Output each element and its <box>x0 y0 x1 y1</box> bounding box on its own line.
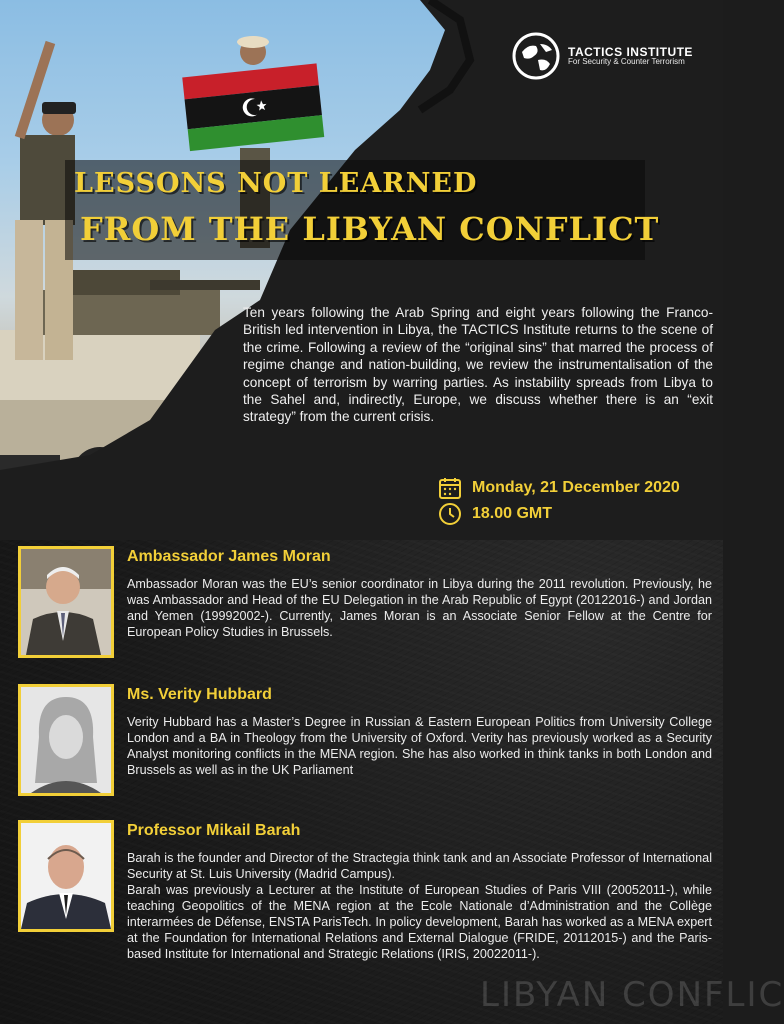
intro-paragraph: Ten years following the Arab Spring and eight years following the Franco-British led intervention in Libya, the TACTICS Institute returns to the scene of the crime. Following a review of the “original sins” that marred the process of regime change and nation-building, we review the instrumentalisation of the concept of terrorism by warring parties. As instability spreads from Libya to the Sahel and, indirectly, Europe, we discuss whether there is an “exit strategy” from the current crisis. <box>243 305 713 425</box>
logo-subtitle: For Security & Counter Terrorism <box>568 57 685 67</box>
speaker-photo-hubbard <box>18 684 114 796</box>
event-time <box>438 502 552 526</box>
event-date-text: Monday, 21 December 2020 <box>472 479 680 496</box>
event-time-text: 18.00 GMT <box>472 505 553 522</box>
portrait-moran <box>21 549 111 655</box>
speaker-bio-moran: Ambassador Moran was the EU’s senior coordinator in Libya during the 2011 revolution. Previously, he was Ambassador and Head of the EU Delegation in the Arab Republic of Egypt (20122016-) and Jordan and Yemen (19992002-). Currently, James Moran is an Associate Senior Fellow at the Centre for European Policy Studies in Brussels. <box>127 577 712 639</box>
speaker-name-hubbard: Ms. Verity Hubbard <box>127 686 272 703</box>
speaker-name-barah: Professor Mikail Barah <box>127 822 301 839</box>
watermark-text: LIBYAN CONFLIC <box>480 975 784 1015</box>
speaker-photo-moran <box>18 546 114 658</box>
speaker-bio-hubbard: Verity Hubbard has a Master’s Degree in Russian & Eastern European Politics from University College London and a BA in Theology from the University of Oxford. Verity has previously worked as a Security Analyst monitoring conflicts in the MENA region. She has also worked in think tanks in both London and Brussels as well as in the UK Parliament <box>127 715 712 777</box>
tactics-logo <box>510 26 710 86</box>
clock-icon <box>438 502 462 526</box>
speaker-bio-barah-1: Barah is the founder and Director of the Stractegia think tank and an Associate Professor of International Security at St. Luis University (Madrid Campus). <box>127 851 712 881</box>
speaker-photo-barah <box>18 820 114 932</box>
calendar-icon <box>438 476 462 500</box>
portrait-hubbard <box>21 687 111 793</box>
speaker-name-moran: Ambassador James Moran <box>127 548 331 565</box>
event-date <box>438 476 680 500</box>
title-line-2: FROM THE LIBYAN CONFLICT <box>80 210 660 248</box>
speaker-bio-barah-2: Barah was previously a Lecturer at the Institute of European Studies of Paris VIII (20052011-), while teaching Geopolitics of the MENA region at the Ecole Nationale d’Administration and the Collège interarmées de Défense, ENSTA ParisTech. In policy development, Barah has worked as a MENA expert at the Foundation for International Relations and External Dialogue (FRIDE, 20112015-) and the Paris-based Institute for International and Strategic Relations (IRIS, 20022011-). <box>127 883 712 961</box>
title-line-1: LESSONS NOT LEARNED <box>74 168 478 199</box>
globe-logo-icon <box>510 30 562 82</box>
logo-name: TACTICS INSTITUTE <box>568 44 693 59</box>
portrait-barah <box>21 823 111 929</box>
